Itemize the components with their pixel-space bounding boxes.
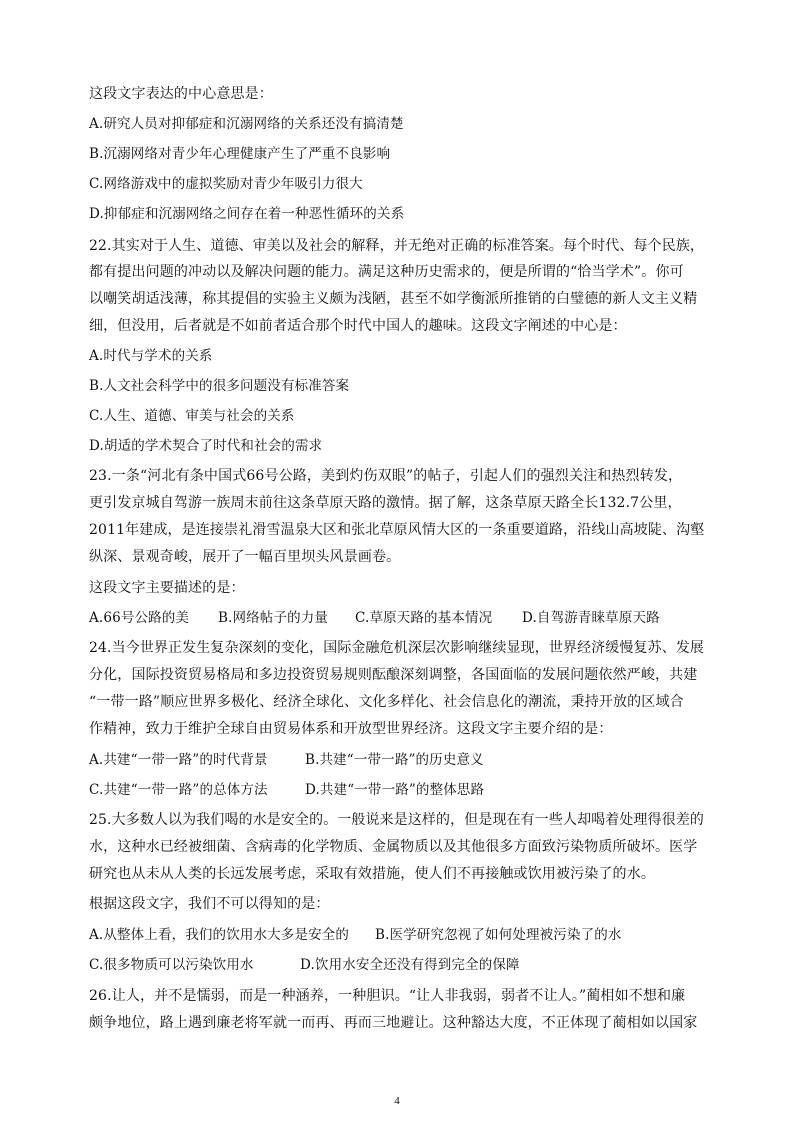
q23-option-c: C.草原天路的基本情况 (355, 610, 493, 626)
q22-text-line: 22.其实对于人生、道德、审美以及社会的解释，并无绝对正确的标准答案。每个时代、每个民族， (89, 238, 705, 254)
q25-option-a: A.从整体上看，我们的饮用水大多是安全的 (89, 927, 350, 943)
q24-options-row-2 (0, 780, 794, 800)
q23-text-line: 纵深、景观奇峻，展开了一幅百里坝头风景画卷。 (89, 549, 401, 565)
q26-text-line: 颇争地位，路上遇到廉老将军就一而再、再而三地避让。这种豁达大度，不正体现了蔺相如以国家 (89, 1015, 698, 1031)
q23-option-d: D.自驾游青睐草原天路 (522, 610, 660, 626)
q23-option-b: B.网络帖子的力量 (218, 610, 329, 626)
q25-stem: 根据这段文字，我们不可以得知的是： (89, 896, 330, 912)
q21-option-c: C.网络游戏中的虚拟奖励对青少年吸引力很大 (89, 176, 363, 192)
q24-options-row-1 (0, 750, 794, 770)
q24-text-line: 分化，国际投资贸易格局和多边投资贸易规则酝酿深刻调整，各国面临的发展问题依然严峻，共建 (89, 667, 698, 683)
q25-text-line: 研究也从未从人类的长远发展考虑，采取有效措施，使人们不再接触或饮用被污染了的水。 (89, 866, 655, 882)
q24-option-a: A.共建“一带一路”的时代背景 (89, 752, 268, 768)
q25-option-b: B.医学研究忽视了如何处理被污染了的水 (375, 927, 622, 943)
q24-option-d: D.共建“一带一路”的整体思路 (305, 782, 485, 798)
q22-text-line: 都有提出问题的冲动以及解决问题的能力。满足这种历史需求的，便是所谓的“恰当学术”。你可 (89, 264, 684, 280)
q22-option-a: A.时代与学术的关系 (89, 348, 213, 364)
q25-option-d: D.饮用水安全还没有得到完全的保障 (300, 957, 520, 973)
q24-option-b: B.共建“一带一路”的历史意义 (305, 752, 484, 768)
q26-text-line: 26.让人，并不是懦弱，而是一种涵养，一种胆识。“让人非我弱，弱者不让人。”蔺相如不想和廉 (89, 988, 686, 1004)
q23-options-row (0, 608, 794, 628)
q21-stem: 这段文字表达的中心意思是： (89, 86, 273, 102)
q25-options-row-2 (0, 955, 794, 975)
q25-text-line: 水，这种水已经被细菌、含病毒的化学物质、金属物质以及其他很多方面致污染物质所破坏。医学 (89, 839, 698, 855)
q22-option-d: D.胡适的学术契合了时代和社会的需求 (89, 438, 323, 454)
q24-text-line: 作精神，致力于维护全球自由贸易体系和开放型世界经济。这段文字主要介绍的是： (89, 721, 613, 737)
q25-option-c: C.很多物质可以污染饮用水 (89, 957, 254, 973)
q21-option-d: D.抑郁症和沉溺网络之间存在着一种恶性循环的关系 (89, 206, 405, 222)
q23-stem: 这段文字主要描述的是： (89, 580, 245, 596)
q21-option-b: B.沉溺网络对青少年心理健康产生了严重不良影响 (89, 146, 391, 162)
q22-option-b: B.人文社会科学中的很多问题没有标准答案 (89, 378, 350, 394)
q22-text-line: 细，但没用，后者就是不如前者适合那个时代中国人的趣味。这段文字阐述的中心是： (89, 318, 627, 334)
q24-option-c: C.共建“一带一路”的总体方法 (89, 782, 268, 798)
q24-text-line: 24.当今世界正发生复杂深刻的变化，国际金融危机深层次影响继续显现，世界经济缓慢复苏、发展 (89, 640, 705, 656)
q22-option-c: C.人生、道德、审美与社会的关系 (89, 408, 295, 424)
q22-text-line: 以嘲笑胡适浅薄，称其提倡的实验主义颇为浅陋，甚至不如学衡派所推销的白璧德的新人文主义精 (89, 291, 698, 307)
q23-option-a: A.66号公路的美 (89, 610, 190, 626)
q23-text-line: 2011年建成，是连接崇礼滑雪温泉大区和张北草原风情大区的一条重要道路，沿线山高坡陡、沟壑 (89, 522, 705, 538)
q25-options-row-1 (0, 925, 794, 945)
q21-option-a: A.研究人员对抑郁症和沉溺网络的关系还没有搞清楚 (89, 116, 404, 132)
q24-text-line: “一带一路”顺应世界多极化、经济全球化、文化多样化、社会信息化的潮流，秉持开放的区域合 (89, 694, 684, 710)
page-number: 4 (394, 1095, 400, 1107)
q23-text-line: 23.一条“河北有条中国式66号公路，美到灼伤双眼”的帖子，引起人们的强烈关注和热烈转发， (89, 468, 683, 484)
q23-text-line: 更引发京城自驾游一族周末前往这条草原天路的激情。据了解，这条草原天路全长132.7公里， (89, 495, 682, 511)
q25-text-line: 25.大多数人以为我们喝的水是安全的。一般说来是这样的，但是现在有一些人却喝着处理得很差的 (89, 812, 705, 828)
